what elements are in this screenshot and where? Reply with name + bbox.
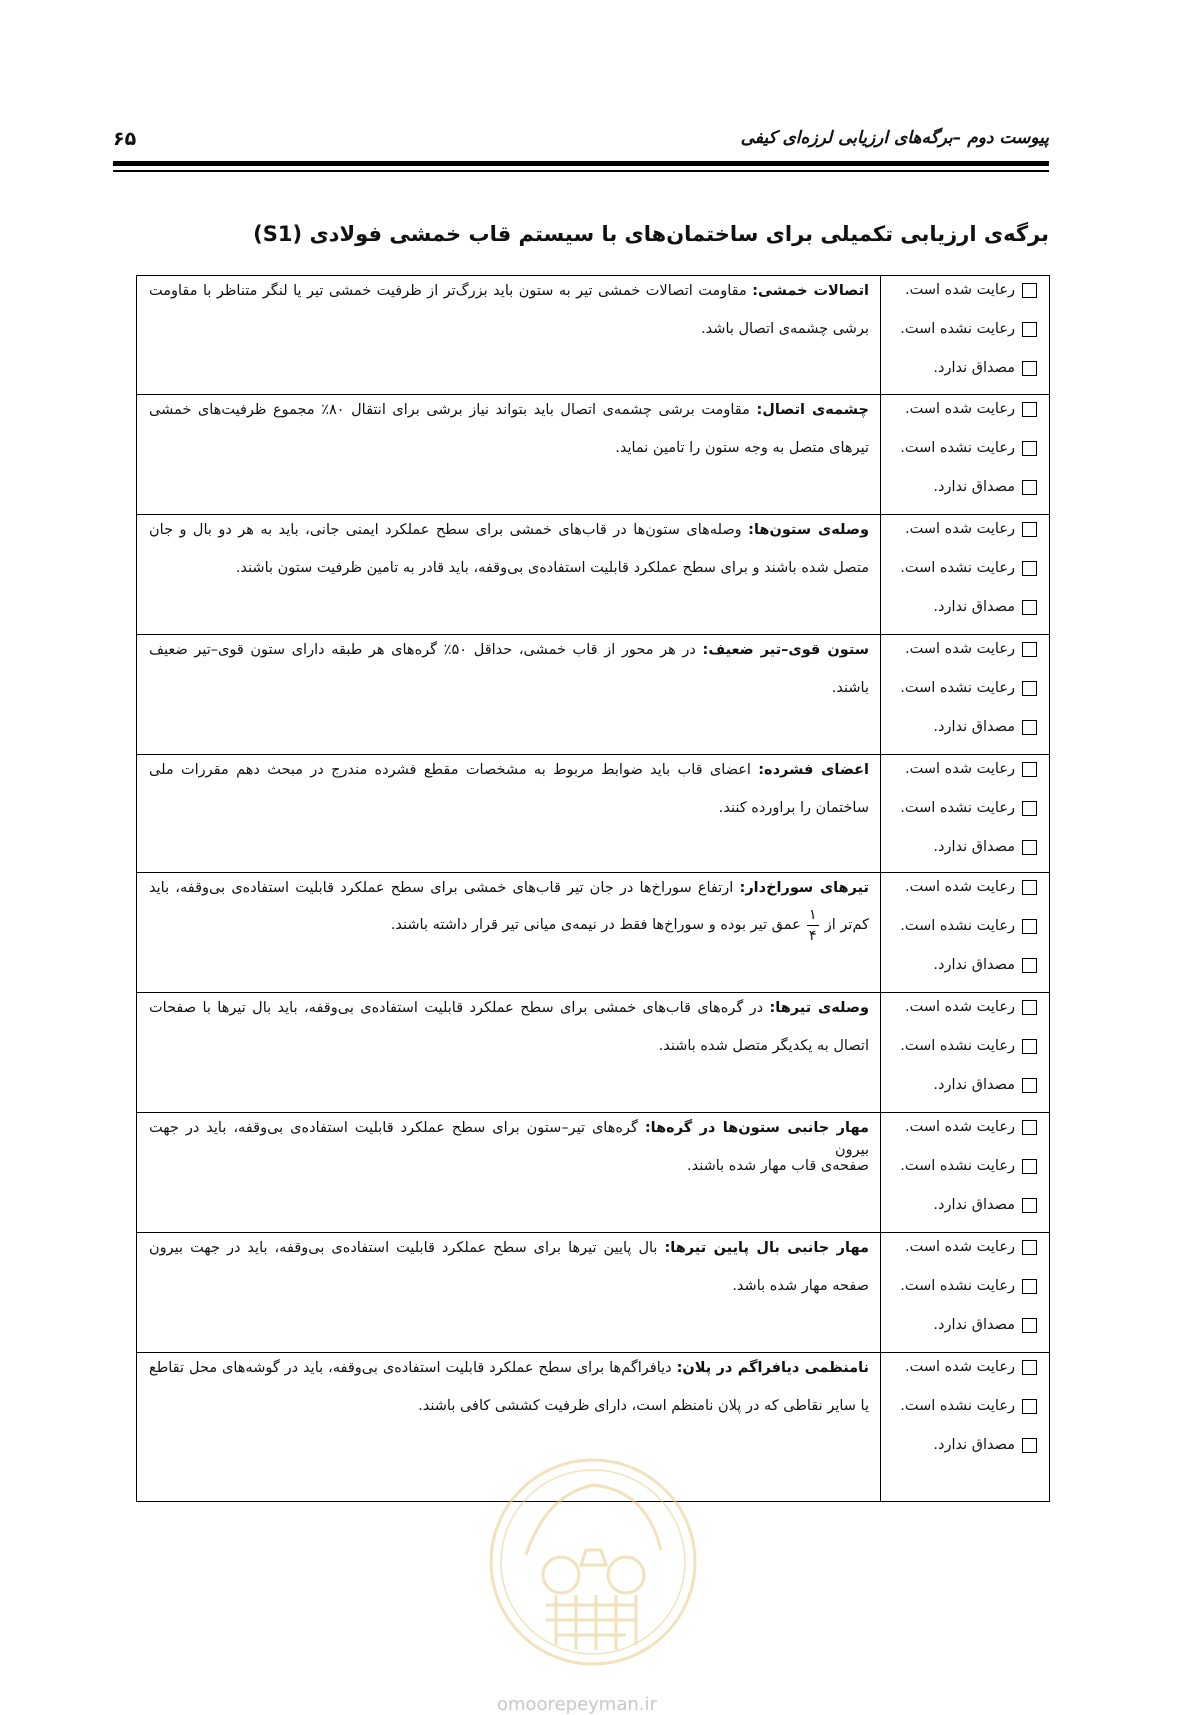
checkbox[interactable] <box>1022 600 1037 615</box>
requirement-line1: دیافراگم‌ها برای سطح عملکرد قابلیت استفاده‌ی بی‌وقفه، باید در گوشه‌های محل تقاطع <box>149 1360 672 1376</box>
requirement-line1: ارتفاع سوراخ‌ها در جان تیر قاب‌های خمشی برای سطح عملکرد قابلیت استفاده‌ی بی‌وقفه، باید <box>149 880 734 896</box>
requirement-line1: اعضای قاب باید ضوابط مربوط به مشخصات مقطع فشرده مندرج در مبحث دهم مقررات ملی <box>149 762 751 778</box>
option-not-complied[interactable] <box>900 678 1037 698</box>
checkbox[interactable] <box>1022 1000 1037 1015</box>
requirement-title: نامنظمی دیافراگم در پلان: <box>676 1360 870 1376</box>
option-label: رعایت شده است. <box>905 879 1015 895</box>
checklist-row <box>137 872 1049 993</box>
option-label: رعایت شده است. <box>905 999 1015 1015</box>
option-label: مصداق ندارد. <box>933 479 1015 495</box>
requirement-line2: تیرهای متصل به وجه ستون را تامین نماید. <box>615 440 869 456</box>
option-label: رعایت نشده است. <box>900 1038 1015 1054</box>
option-label: رعایت نشده است. <box>900 440 1015 456</box>
checkbox[interactable] <box>1022 801 1037 816</box>
checkbox[interactable] <box>1022 402 1037 417</box>
option-label: رعایت نشده است. <box>900 800 1015 816</box>
requirement-line1: مقاومت اتصالات خمشی تیر به ستون باید بزرگ‌تر از ظرفیت خمشی تیر یا لنگر متناظر با مقاومت <box>149 283 747 299</box>
option-complied[interactable] <box>905 759 1037 779</box>
requirement-title: تیرهای سوراخ‌دار: <box>739 880 869 896</box>
option-label: رعایت شده است. <box>905 761 1015 777</box>
checkbox[interactable] <box>1022 480 1037 495</box>
options-cell <box>879 395 1049 515</box>
option-label: رعایت شده است. <box>905 521 1015 537</box>
options-cell <box>879 1113 1049 1233</box>
checkbox[interactable] <box>1022 1279 1037 1294</box>
requirement-line2: اتصال به یکدیگر متصل شده باشند. <box>658 1038 869 1054</box>
option-not-complied[interactable] <box>900 1036 1037 1056</box>
option-not-applicable[interactable] <box>933 358 1037 378</box>
option-complied[interactable] <box>905 1237 1037 1257</box>
options-cell <box>879 635 1049 755</box>
option-label: رعایت نشده است. <box>900 560 1015 576</box>
option-label: مصداق ندارد. <box>933 360 1015 376</box>
requirement-line2: صفحه مهار شده باشد. <box>732 1278 869 1294</box>
requirement-line2: برشی چشمه‌ی اتصال باشد. <box>701 321 869 337</box>
checkbox[interactable] <box>1022 322 1037 337</box>
requirement-title: وصله‌ی تیرها: <box>769 1000 869 1016</box>
option-not-applicable[interactable] <box>933 955 1037 975</box>
checkbox[interactable] <box>1022 1399 1037 1414</box>
option-label: رعایت نشده است. <box>900 1158 1015 1174</box>
checkbox[interactable] <box>1022 522 1037 537</box>
checkbox[interactable] <box>1022 1318 1037 1333</box>
requirement-title: مهار جانبی ستون‌ها در گره‌ها: <box>644 1120 870 1136</box>
checkbox[interactable] <box>1022 958 1037 973</box>
fraction-numerator: ۱ <box>809 906 817 923</box>
page-number: ۶۵ <box>113 128 137 150</box>
fraction <box>807 908 819 943</box>
options-cell <box>879 515 1049 635</box>
option-label: رعایت نشده است. <box>900 321 1015 337</box>
option-label: رعایت نشده است. <box>900 918 1015 934</box>
option-not-complied[interactable] <box>900 916 1037 936</box>
checklist-row <box>137 1232 1049 1353</box>
checkbox[interactable] <box>1022 762 1037 777</box>
checkbox[interactable] <box>1022 1198 1037 1213</box>
checklist-row <box>137 276 1049 394</box>
option-label: رعایت شده است. <box>905 641 1015 657</box>
checkbox[interactable] <box>1022 1120 1037 1135</box>
requirement-line1: مقاومت برشی چشمه‌ی اتصال باید بتواند نیاز برشی برای انتقال ۸۰٪ مجموع ظرفیت‌های خمشی <box>149 402 750 418</box>
header-rule-thin <box>113 170 1049 172</box>
option-not-applicable[interactable] <box>933 837 1037 857</box>
checkbox[interactable] <box>1022 642 1037 657</box>
option-not-applicable[interactable] <box>933 477 1037 497</box>
checkbox[interactable] <box>1022 880 1037 895</box>
requirement-title: اعضای فشرده: <box>758 762 869 778</box>
option-complied[interactable] <box>905 639 1037 659</box>
option-complied[interactable] <box>905 877 1037 897</box>
checkbox[interactable] <box>1022 441 1037 456</box>
option-not-complied[interactable] <box>900 319 1037 339</box>
checkbox[interactable] <box>1022 1360 1037 1375</box>
checkbox[interactable] <box>1022 840 1037 855</box>
checkbox[interactable] <box>1022 720 1037 735</box>
option-label: رعایت نشده است. <box>900 1278 1015 1294</box>
requirement-line1: در هر محور از قاب خمشی، حداقل ۵۰٪ گره‌های هر طبقه دارای ستون قوی–تیر ضعیف <box>149 642 696 658</box>
option-label: رعایت شده است. <box>905 282 1015 298</box>
checklist-row <box>137 514 1049 635</box>
option-not-applicable[interactable] <box>933 1075 1037 1095</box>
option-not-applicable[interactable] <box>933 1435 1037 1455</box>
sheet-title: برگه‌ی ارزیابی تکمیلی برای ساختمان‌های با سیستم قاب خمشی فولادی (S1) <box>253 222 1049 246</box>
option-complied[interactable] <box>905 1357 1037 1377</box>
requirement-line2: صفحه‌ی قاب مهار شده باشند. <box>687 1158 869 1174</box>
option-label: مصداق ندارد. <box>933 839 1015 855</box>
option-label: رعایت شده است. <box>905 1239 1015 1255</box>
checklist-row <box>137 992 1049 1113</box>
option-not-complied[interactable] <box>900 1156 1037 1176</box>
requirement-line1: وصله‌های ستون‌ها در قاب‌های خمشی برای سطح عملکرد ایمنی جانی، باید به هر دو بال و جان <box>149 522 742 538</box>
option-not-applicable[interactable] <box>933 1315 1037 1335</box>
option-label: مصداق ندارد. <box>933 957 1015 973</box>
option-not-complied[interactable] <box>900 1396 1037 1416</box>
option-label: مصداق ندارد. <box>933 719 1015 735</box>
fraction-bar <box>807 925 819 926</box>
requirement-line1: گره‌های تیر–ستون برای سطح عملکرد قابلیت استفاده‌ی بی‌وقفه، باید در جهت بیرون <box>149 1120 869 1158</box>
option-not-complied[interactable] <box>900 438 1037 458</box>
checkbox[interactable] <box>1022 1078 1037 1093</box>
requirement-line1: در گره‌های قاب‌های خمشی برای سطح عملکرد قابلیت استفاده‌ی بی‌وقفه، باید بال تیرها با صفحات <box>149 1000 764 1016</box>
header-title: پیوست دوم –برگه‌های ارزیابی لرزه‌ای کیفی <box>740 128 1049 148</box>
checkbox[interactable] <box>1022 1159 1037 1174</box>
option-label: مصداق ندارد. <box>933 1437 1015 1453</box>
option-not-applicable[interactable] <box>933 717 1037 737</box>
options-cell <box>879 276 1049 394</box>
option-label: رعایت نشده است. <box>900 1398 1015 1414</box>
option-label: مصداق ندارد. <box>933 599 1015 615</box>
checkbox[interactable] <box>1022 681 1037 696</box>
header-rule-thick <box>113 161 1049 166</box>
requirement-line2: ساختمان را براورده کنند. <box>718 800 869 816</box>
checklist-row <box>137 634 1049 755</box>
option-complied[interactable] <box>905 1117 1037 1137</box>
option-label: رعایت شده است. <box>905 1359 1015 1375</box>
requirement-line2: عمق تیر بوده و سوراخ‌ها فقط در نیمه‌ی میانی تیر قرار داشته باشند. <box>390 917 801 933</box>
option-not-applicable[interactable] <box>933 1195 1037 1215</box>
fraction-denominator: ۴ <box>809 927 817 944</box>
option-label: رعایت شده است. <box>905 401 1015 417</box>
checkbox[interactable] <box>1022 1240 1037 1255</box>
requirement-title: چشمه‌ی اتصال: <box>756 402 870 418</box>
options-cell <box>879 1233 1049 1353</box>
option-not-applicable[interactable] <box>933 597 1037 617</box>
option-label: رعایت شده است. <box>905 1119 1015 1135</box>
checklist-row <box>137 394 1049 515</box>
watermark-seal <box>486 1455 700 1669</box>
option-label: مصداق ندارد. <box>933 1077 1015 1093</box>
checkbox[interactable] <box>1022 561 1037 576</box>
checkbox[interactable] <box>1022 1039 1037 1054</box>
checkbox[interactable] <box>1022 361 1037 376</box>
checkbox[interactable] <box>1022 919 1037 934</box>
option-label: رعایت نشده است. <box>900 680 1015 696</box>
checklist-row <box>137 1112 1049 1233</box>
checklist-table <box>136 275 1050 1502</box>
requirement-title: وصله‌ی ستون‌ها: <box>748 522 869 538</box>
requirement-title: اتصالات خمشی: <box>752 283 870 299</box>
requirement-line2: متصل شده باشند و برای سطح عملکرد قابلیت استفاده‌ی بی‌وقفه، باید قادر به تامین ظرفیت ستون باشند. <box>235 560 869 576</box>
option-complied[interactable] <box>905 997 1037 1017</box>
requirement-line1: بال پایین تیرها برای سطح عملکرد قابلیت استفاده‌ی بی‌وقفه، باید در جهت بیرون <box>149 1240 658 1256</box>
option-not-complied[interactable] <box>900 558 1037 578</box>
checkbox[interactable] <box>1022 1438 1037 1453</box>
options-cell <box>879 873 1049 993</box>
checkbox[interactable] <box>1022 283 1037 298</box>
requirement-title: مهار جانبی بال پایین تیرها: <box>664 1240 870 1256</box>
option-complied[interactable] <box>905 399 1037 419</box>
requirement-line2: یا سایر نقاطی که در پلان نامنظم است، دارای ظرفیت کششی کافی باشند. <box>418 1398 869 1414</box>
requirement-line2-prefix: کم‌تر از <box>824 917 869 933</box>
requirement-line2: باشند. <box>831 680 869 696</box>
option-not-complied[interactable] <box>900 798 1037 818</box>
option-complied[interactable] <box>905 519 1037 539</box>
requirement-title: ستون قوی–تیر ضعیف: <box>702 642 870 658</box>
checklist-row <box>137 754 1049 873</box>
option-label: مصداق ندارد. <box>933 1317 1015 1333</box>
option-label: مصداق ندارد. <box>933 1197 1015 1213</box>
options-cell <box>879 755 1049 873</box>
watermark-site: omoorepeyman.ir <box>497 1694 657 1715</box>
option-complied[interactable] <box>905 280 1037 300</box>
options-cell <box>879 993 1049 1113</box>
options-cell <box>879 1353 1049 1504</box>
option-not-complied[interactable] <box>900 1276 1037 1296</box>
